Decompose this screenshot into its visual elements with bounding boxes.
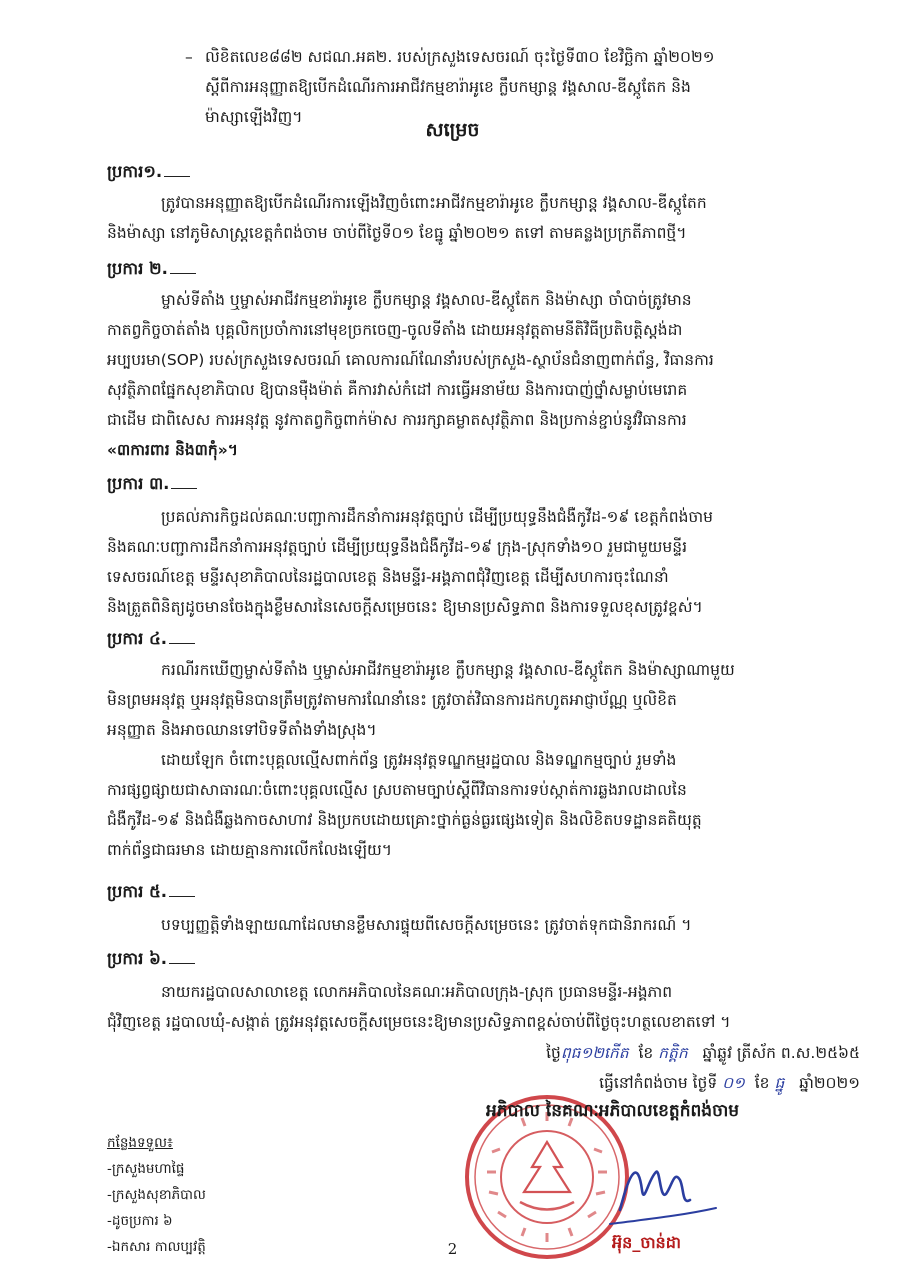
reference-line: ម៉ាស្សាឡើងវិញ។ xyxy=(205,108,303,126)
paragraph-line: ពាក់ព័ន្ធជាធរមាន ដោយគ្មានការលើកលែងឡើយ។ xyxy=(107,841,392,859)
paragraph-line: បទប្បញ្ញត្តិទាំងឡាយណាដែលមានខ្លឹមសារផ្ទុយពីសេចក្តីសម្រេចនេះ ត្រូវចាត់ទុកជានិរាករណ៍ ។ xyxy=(161,916,692,934)
paragraph-line: អប្បបរមា(SOP) របស់ក្រសួងទេសចរណ៍ គោលការណ៍ណែនាំរបស់ក្រសួង-ស្ថាប័នជំនាញពាក់ព័ន្ធ, វិធានការ xyxy=(107,351,714,369)
paragraph-line: ម្ចាស់ទីតាំង ឬម្ចាស់អាជីវកម្មខារ៉ាអូខេ ក្លឹបកម្សាន្ត វង្គសាល-ឌីស្កូតែក និងម៉ាស្សា ចាំបាច់ត្រូវមាន xyxy=(161,291,692,309)
article-paragraph xyxy=(107,188,851,248)
article-heading xyxy=(107,158,190,186)
reference-line: ស្តីពីការអនុញ្ញាតឱ្យបើកដំណើរការអាជីវកម្មខារ៉ាអូខេ ក្លឹបកម្សាន្ត វង្គសាល-ឌីស្កូតែក និង xyxy=(205,78,691,96)
paragraph-line: មិនព្រមអនុវត្ត ឬអនុវត្តមិនបានត្រឹមត្រូវតាមការណែនាំនេះ ត្រូវចាត់វិធានការដកហូតអាជ្ញាប័ណ្ណ ឬលិខិត xyxy=(107,691,677,709)
paragraph-line: នាយករដ្ឋបាលសាលាខេត្ត លោកអភិបាលនៃគណៈអភិបាលក្រុង-ស្រុក ប្រធានមន្ទីរ-អង្គភាព xyxy=(161,983,673,1001)
article-heading-label: ប្រការ ៦. xyxy=(107,949,168,968)
article-heading-label: ប្រការ ៤. xyxy=(107,629,168,648)
lunar-year: ឆ្នាំឆ្លូវ ត្រីស័ក ព.ស.២៥៦៥ xyxy=(702,1044,860,1062)
article-paragraph xyxy=(107,502,851,622)
paragraph-line: ដោយឡែក ចំពោះបុគ្គលល្មើសពាក់ព័ន្ធ ត្រូវអនុវត្តទណ្ឌកម្មរដ្ឋបាល និងទណ្ឌកម្មច្បាប់ រួមទាំង xyxy=(161,751,677,769)
heading-underline xyxy=(164,158,190,177)
heading-underline xyxy=(169,878,195,897)
paragraph-line: «៣ការពារ និង៣កុំ»។ xyxy=(107,441,239,459)
article-heading-label: ប្រការ ៣. xyxy=(107,474,170,493)
paragraph-line: ជាដើម ជាពិសេស ការអនុវត្ត នូវកាតព្វកិច្ចពាក់ម៉ាស ការរក្សាគម្លាតសុវត្ថិភាព និងប្រកាន់ខ្ជាប់នូវវិធានការ xyxy=(107,411,687,429)
recipient-item: -ដូចប្រការ ៦ xyxy=(107,1213,173,1229)
lunar-month-label: ខែ xyxy=(638,1044,654,1062)
paragraph-line: ករណីរកឃើញម្ចាស់ទីតាំង ឬម្ចាស់អាជីវកម្មខារ៉ាអូខេ ក្លឹបកម្សាន្ត វង្គសាល-ឌីស្កូតែក និងម៉ាស្សាណាមួយ xyxy=(161,661,735,679)
paragraph-line: សុវត្ថិភាពផ្នែកសុខាភិបាល ឱ្យបានម៉ឺងម៉ាត់ គឺការវាស់កំដៅ ការធ្វើអនាម័យ និងការបាញ់ថ្នាំសម្លាប់មេរោគ xyxy=(107,381,688,399)
reference-dash: – xyxy=(185,48,193,66)
lunar-prefix: ថ្ងៃ xyxy=(546,1044,561,1062)
paragraph-line: កាតព្វកិច្ចចាត់តាំង បុគ្គលិកប្រចាំការនៅមុខច្រកចេញ-ចូលទីតាំង ដោយអនុវត្តតាមនីតិវិធីប្រតិបត្តិស្តង់ដា xyxy=(107,321,683,339)
governor-title: អភិបាល នៃគណៈអភិបាលខេត្តកំពង់ចាម xyxy=(486,1101,740,1121)
heading-underline xyxy=(171,470,197,489)
paragraph-line: អនុញ្ញាត និងអាចឈានទៅបិទទីតាំងទាំងស្រុង។ xyxy=(107,721,377,739)
paragraph-line: ទេសចរណ៍ខេត្ត មន្ទីរសុខាភិបាលនៃរដ្ឋបាលខេត្ត និងមន្ទីរ-អង្គភាពជុំវិញខេត្ត ដើម្បីសហការចុះណែនាំ xyxy=(107,568,669,586)
recipient-item: -ឯកសារ កាលប្បវត្តិ xyxy=(107,1239,206,1255)
article-heading xyxy=(107,255,196,283)
paragraph-line: និងត្រួតពិនិត្យដូចមានចែងក្នុងខ្លឹមសារនៃសេចក្តីសម្រេចនេះ ឱ្យមានប្រសិទ្ធភាព និងការទទួលខុសត្រូវខ្ពស់។ xyxy=(107,598,703,616)
paragraph-line: និងម៉ាស្សា នៅភូមិសាស្ត្រខេត្តកំពង់ចាម ចាប់ពីថ្ងៃទី០១ ខែធ្នូ ឆ្នាំ២០២១ តទៅ តាមគន្លងប្រក្រតីភាពថ្មី។ xyxy=(107,224,687,242)
paragraph-line: ជុំវិញខេត្ត រដ្ឋបាលឃុំ-សង្កាត់ ត្រូវអនុវត្តសេចក្តីសម្រេចនេះឱ្យមានប្រសិទ្ធភាពខ្ពស់ចាប់ពីថ្ងៃចុះហត្ថលេខាតទៅ ។ xyxy=(107,1013,731,1031)
page-number: 2 xyxy=(447,1240,458,1258)
lunar-day-handwritten: ពុធ១២កេីត xyxy=(560,1044,629,1062)
paragraph-line: ត្រូវបានអនុញ្ញាតឱ្យបើកដំណើរការឡើងវិញចំពោះអាជីវកម្មខារ៉ាអូខេ ក្លឹបកម្សាន្ត វង្គសាល-ឌីស្កូតែក xyxy=(161,194,707,212)
article-heading xyxy=(107,878,195,906)
article-heading xyxy=(107,470,197,498)
signer-name: អ៊ុន_ចាន់ដា xyxy=(612,1233,681,1252)
solar-month-handwritten: ធ្នូ xyxy=(774,1074,785,1092)
heading-underline xyxy=(170,255,196,274)
recipient-item: -ក្រសួងសុខាភិបាល xyxy=(107,1187,206,1203)
article-paragraph xyxy=(107,285,851,465)
paragraph-line: ការផ្សព្វផ្សាយជាសាធារណៈចំពោះបុគ្គលល្មើស ស្របតាមច្បាប់ស្តីពីវិធានការទប់ស្កាត់ការឆ្លងរាលដាលនៃ xyxy=(107,781,687,799)
article-paragraph xyxy=(107,910,851,940)
solar-day-handwritten: ០១ xyxy=(722,1074,745,1092)
lunar-date-line xyxy=(390,1038,860,1068)
date-block xyxy=(390,1038,860,1098)
solar-year: ឆ្នាំ២០២១ xyxy=(799,1074,860,1092)
article-heading-label: ប្រការ ៥. xyxy=(107,882,168,901)
place-day-prefix: ធ្វើនៅកំពង់ចាម ថ្ងៃទី xyxy=(599,1074,718,1092)
heading-underline xyxy=(169,625,195,644)
recipient-item: -ក្រសួងមហាផ្ទៃ xyxy=(107,1161,185,1177)
paragraph-line: ជំងឺកូវីដ-១៩ និងជំងឺឆ្លងកាចសាហាវ និងប្រកបដោយគ្រោះថ្នាក់ធ្ងន់ធ្ងរផ្សេងទៀត និងលិខិតបទដ្ឋានគតិយុត្ត xyxy=(107,811,702,829)
signature-icon xyxy=(600,1150,720,1230)
decision-title: សម្រេច xyxy=(425,119,480,141)
recipients-title: កន្លែងទទួល៖ xyxy=(107,1135,173,1151)
article-heading-label: ប្រការ ២. xyxy=(107,259,168,278)
article-heading xyxy=(107,945,195,973)
solar-month-label: ខែ xyxy=(754,1074,770,1092)
article-paragraph xyxy=(107,977,851,1037)
article-heading xyxy=(107,625,195,653)
reference-line: លិខិតលេខ៨៨២ សជណ.អគ២. របស់ក្រសួងទេសចរណ៍ ចុះថ្ងៃទី៣០ ខែវិច្ឆិកា ឆ្នាំ២០២១ xyxy=(205,48,715,66)
paragraph-line: ប្រគល់ភារកិច្ចដល់គណៈបញ្ជាការដឹកនាំការអនុវត្តច្បាប់ ដើម្បីប្រយុទ្ធនឹងជំងឺកូវីដ-១៩ ខេត្តកំពង់ចាម xyxy=(161,508,714,526)
paragraph-line: និងគណៈបញ្ជាការដឹកនាំការអនុវត្តច្បាប់ ដើម្បីប្រយុទ្ធនឹងជំងឺកូវីដ-១៩ ក្រុង-ស្រុកទាំង១០ រួមជាមួយមន្ទីរ xyxy=(107,538,688,556)
heading-underline xyxy=(169,945,195,964)
lunar-month-handwritten: កត្តិក xyxy=(658,1044,688,1062)
article-paragraph xyxy=(107,655,851,865)
article-heading-label: ប្រការ១. xyxy=(107,162,163,181)
